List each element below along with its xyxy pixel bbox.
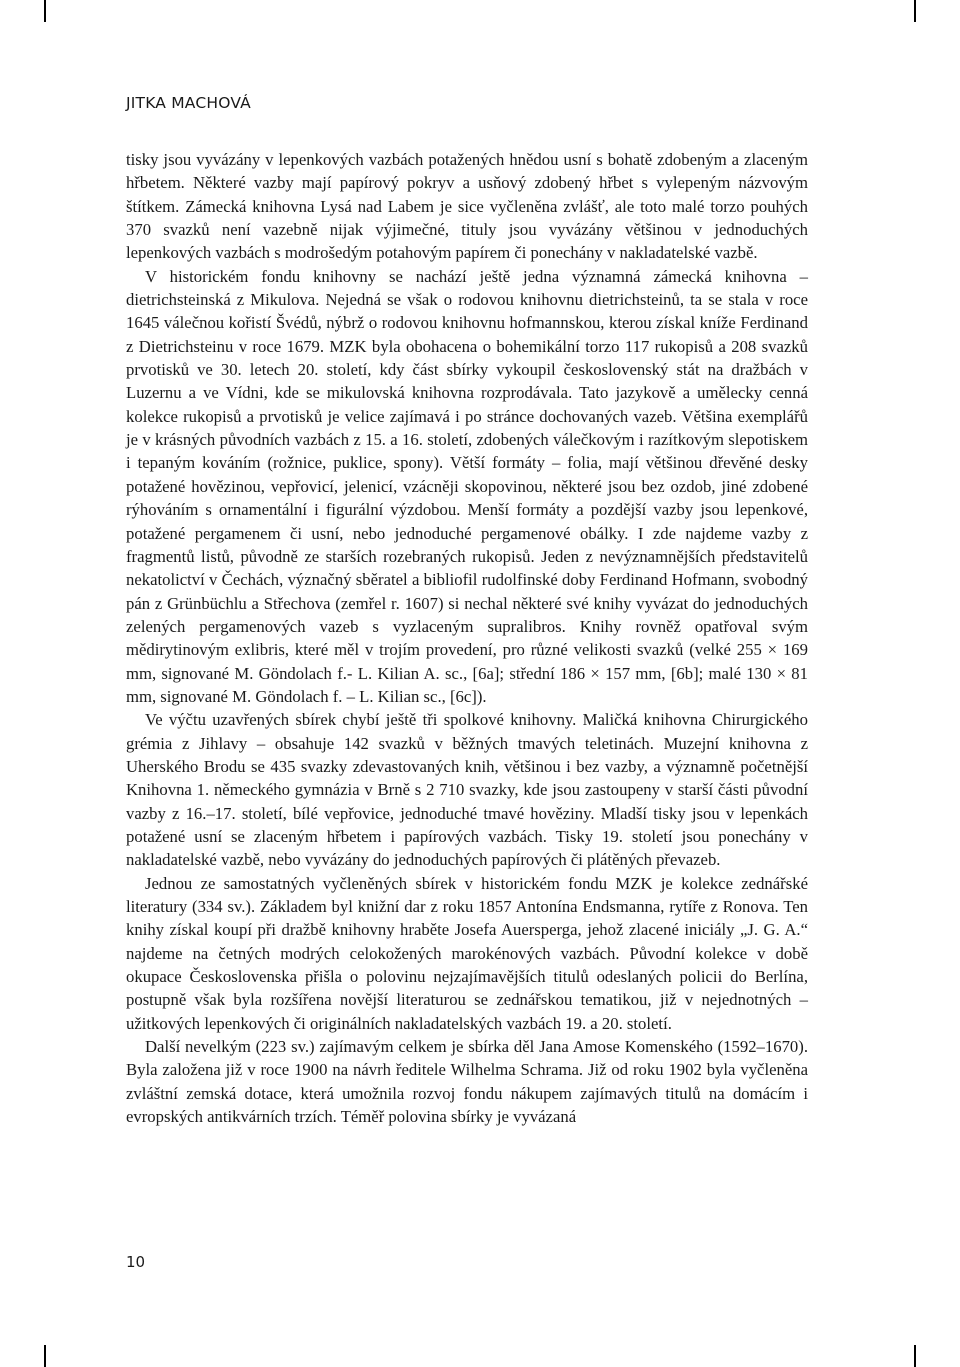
running-head: JITKA MACHOVÁ — [126, 94, 251, 112]
paragraph-2: V historickém fondu knihovny se nachází ještě jedna významná zámecká knihovna – dietrichsteinská z Mikulova. Nejedná se však o rodovou knihovnu dietrichsteinů, ta se stala v roce 1645 válečnou kořistí Švédů, nýbrž o rodovou knihovnu hofmannskou, kterou získal kníže Ferdinand z Dietrichsteinu v roce 1679. MZK byla obohacena o bohemikální torzo 117 rukopisů a 208 svazků prvotisků ve 30. letech 20. století, kdy část sbírky vykoupil československý stát na dražbách v Luzernu a ve Vídni, kde se mikulovská knihovna rozprodávala. Tato jazykově a umělecky cenná kolekce rukopisů a prvotisků je velice zajímavá i po stránce dochovaných vazeb. Většina exemplářů je v krásných původních vazbách z 15. a 16. století, zdobených válečkovým i razítkovým slepotiskem i tepaným kováním (rožnice, puklice, spony). Větší formáty – folia, mají většinou dřevěné desky potažené hovězinou, vepřovicí, jelenicí, vzácněji skopovinou, některé jsou bez ozdob, jiné zdobené rýhováním s ornamentální i figurální výzdobou. Menší formáty a pozdější vazby jsou lepenkové, potažené pergamenem či usní, nebo jednoduché pergamenové obálky. I zde najdeme vazby z fragmentů listů, původně ze starších rozebraných rukopisů. Jeden z nevýznamnějších představitelů nekatolictví v Čechách, význačný sběratel a bibliofil rudolfinské doby Ferdinand Hofmann, svobodný pán z Grünbüchlu a Střechova (zemřel r. 1607) si nechal některé své knihy vyvázat do jednoduchých zelených pergamenových vazeb s vyzlaceným supralibros. Knihy rovněž opatřoval svým mědirytinovým exlibris, které měl v trojím provedení, pro různé velikosti svazků (velké 255 × 169 mm, signované M. Göndolach f.- L. Kilian A. sc., [6a]; střední 186 × 157 mm, [6b]; malé 130 × 81 mm, signované M. Göndolach f. – L. Kilian sc., [6c]). — [126, 266, 808, 706]
page-number: 10 — [126, 1253, 146, 1271]
paragraph-3: Ve výčtu uzavřených sbírek chybí ještě tři spolkové knihovny. Maličká knihovna Chirurgického grémia z Jihlavy – obsahuje 142 svazků v běžných tmavých teletinách. Muzejní knihovna z Uherského Brodu se 435 svazky zdevastovaných knih, většinou i bez vazby, a významně početnější Knihovna 1. německého gymnázia v Brně s 2 710 svazky, kde jsou zastoupeny v starší části původní vazby z 16.–17. století, bílé vepřovice, jednoduché tmavé hověziny. Mladší tisky jsou v lepenkách potažené usní se zlaceným hřbetem i papírových vazbách. Tisky 19. století jsou ponechány v nakladatelské vazbě, nebo vyvázány do jednoduchých papírových či plátěných převazeb. — [126, 710, 808, 870]
body-text — [126, 148, 808, 1128]
crop-mark-top-right — [914, 0, 916, 22]
crop-mark-bottom-left — [44, 1345, 46, 1367]
paragraph-5: Další nevelkým (223 sv.) zajímavým celkem je sbírka děl Jana Amose Komenského (1592–1670). Byla založena již v roce 1900 na návrh ředitele Wilhelma Schrama. Již od roku 1902 byla vyčleněna zvláštní zemská dotace, která umožnila rozvoj fondu nákupem zajímavých titulů na domácím i evropských antikvárních trzích. Téměř polovina sbírky je vyvázaná — [126, 1037, 808, 1127]
paragraph-1: tisky jsou vyvázány v lepenkových vazbách potažených hnědou usní s bohatě zdobeným a zlaceným hřbetem. Některé vazby mají papírový pokryv a usňový zdobený hřbet s vylepeným názvovým štítkem. Zámecká knihovna Lysá nad Labem je sice vyčleněna zvlášť, ale toto malé torzo pouhých 370 svazků není vazebně nijak výjimečné, tituly jsou vyvázány většinou v jednoduchých lepenkových vazbách s modrošedým potahovým papírem či ponechány v nakladatelské vazbě. — [126, 150, 808, 263]
paragraph-4: Jednou ze samostatných vyčleněných sbírek v historickém fondu MZK je kolekce zednářské literatury (334 sv.). Základem byl knižní dar z roku 1857 Antonína Endsmanna, rytíře z Ronova. Ten knihy získal koupí při dražbě knihovny hraběte Josefa Auersperga, jehož zlacené iniciály „J. G. A.“ najdeme na četných modrých celokožených marokénových vazbách. Původní kolekce v době okupace Československa přišla o polovinu nejzajímavějších titulů odeslaných policii do Berlína, postupně však byla rozšířena novější literaturou se zednářskou tematikou, již v nejednotných – užitkových lepenkových či originálních nakladatelských vazbách 19. a 20. století. — [126, 873, 808, 1033]
crop-mark-bottom-right — [914, 1345, 916, 1367]
crop-mark-top-left — [44, 0, 46, 22]
